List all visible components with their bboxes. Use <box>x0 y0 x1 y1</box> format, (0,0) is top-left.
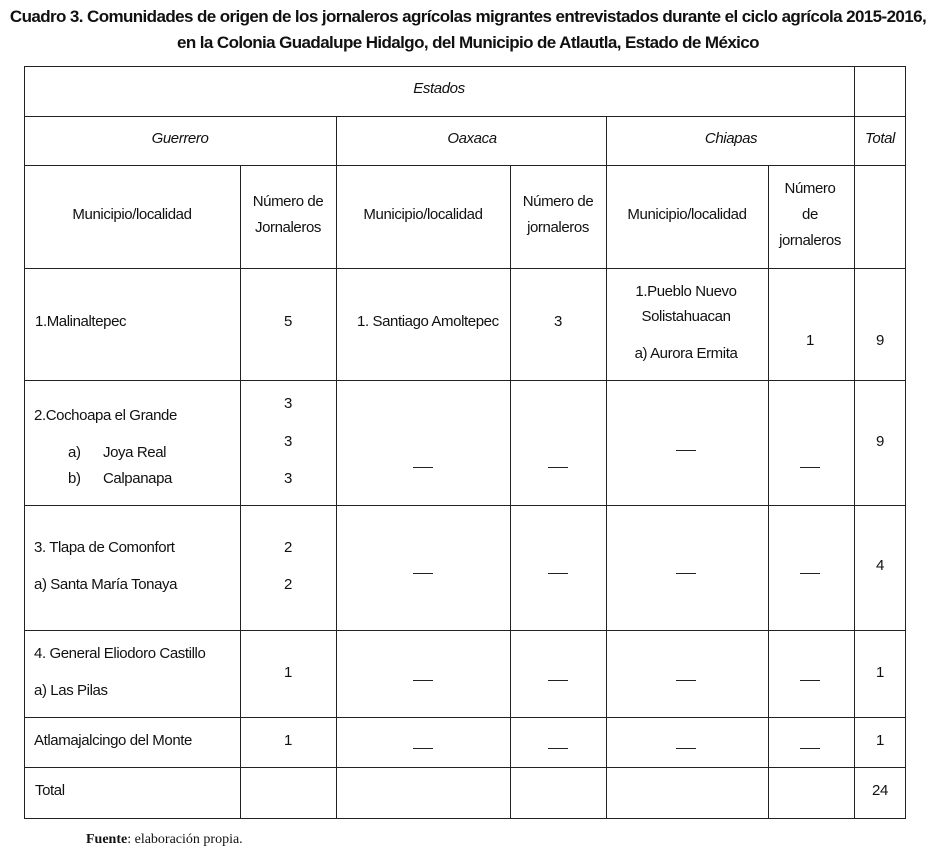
empty-dash <box>676 450 696 451</box>
grid-line <box>24 380 906 381</box>
row4-total: 1 <box>876 664 884 681</box>
row5-total: 1 <box>876 732 884 749</box>
grid-line <box>24 66 25 819</box>
row1-total: 9 <box>876 332 884 349</box>
grid-line <box>24 66 906 67</box>
title-line-1: Cuadro 3. Comunidades de origen de los jornaleros agrícolas migrantes entrevistados durante el ciclo agrícola 2015-2016, <box>9 7 927 26</box>
row4-sub-a: a) Las Pilas <box>34 682 108 699</box>
header-mun-loc-oaxaca: Municipio/localidad <box>363 206 483 223</box>
header-chiapas: Chiapas <box>704 130 758 147</box>
row1-guerrero-num: 5 <box>284 313 292 330</box>
row1-chiapas-num: 1 <box>806 332 814 349</box>
grid-line <box>854 66 855 819</box>
row5-guerrero-num: 1 <box>284 732 292 749</box>
row1-chiapas-mun-2: Solistahuacan <box>641 308 731 325</box>
grid-line <box>24 767 906 768</box>
row3-guerrero-num-2: 2 <box>284 576 292 593</box>
row4-guerrero-num: 1 <box>284 664 292 681</box>
row3-guerrero-mun: 3. Tlapa de Comonfort <box>34 539 175 556</box>
grid-line <box>768 165 769 819</box>
empty-dash <box>800 680 820 681</box>
row1-guerrero-mun: 1.Malinaltepec <box>35 313 127 330</box>
header-num-guerrero-2: Jornaleros <box>254 219 322 236</box>
header-num-oaxaca-1: Número de <box>522 193 594 210</box>
row2-sub-a: Joya Real <box>103 444 167 461</box>
row2-guerrero-mun: 2.Cochoapa el Grande <box>34 407 177 424</box>
header-mun-loc-guerrero: Municipio/localidad <box>72 206 192 223</box>
header-num-chiapas-2: de <box>802 206 818 223</box>
empty-dash <box>548 680 568 681</box>
empty-dash <box>676 748 696 749</box>
grid-line <box>606 116 607 819</box>
empty-dash <box>413 467 433 468</box>
empty-dash <box>800 573 820 574</box>
grid-line <box>24 717 906 718</box>
row2-total: 9 <box>876 433 884 450</box>
source-label: Fuente <box>86 832 128 847</box>
header-num-chiapas-3: jornaleros <box>779 232 841 249</box>
empty-dash <box>548 573 568 574</box>
grid-line <box>24 268 906 269</box>
grid-line <box>510 165 511 819</box>
row2-sub-b-label: b) <box>68 470 81 487</box>
header-oaxaca: Oaxaca <box>447 130 497 147</box>
row3-total: 4 <box>876 557 884 574</box>
row2-sub-b: Calpanapa <box>103 470 172 487</box>
header-num-guerrero-1: Número de <box>252 193 324 210</box>
header-num-chiapas-1: Número <box>784 180 836 197</box>
empty-dash <box>548 748 568 749</box>
total-row-label: Total <box>35 782 65 799</box>
empty-dash <box>676 680 696 681</box>
header-mun-loc-chiapas: Municipio/localidad <box>627 206 747 223</box>
row1-chiapas-mun-3: a) Aurora Ermita <box>634 345 738 362</box>
source-note <box>86 832 243 848</box>
row2-guerrero-num-2: 3 <box>284 433 292 450</box>
empty-dash <box>676 573 696 574</box>
grid-line <box>24 505 906 506</box>
row1-oaxaca-mun: 1. Santiago Amoltepec <box>357 313 499 330</box>
grid-line <box>24 818 906 819</box>
row4-guerrero-mun: 4. General Eliodoro Castillo <box>34 645 206 662</box>
header-total: Total <box>865 130 895 147</box>
grid-line <box>24 165 906 166</box>
row5-guerrero-mun: Atlamajalcingo del Monte <box>34 732 192 749</box>
grid-line <box>240 165 241 819</box>
row2-sub-a-label: a) <box>68 444 81 461</box>
row3-sub-a: a) Santa María Tonaya <box>34 576 178 593</box>
row2-guerrero-num-3: 3 <box>284 470 292 487</box>
row2-guerrero-num-1: 3 <box>284 395 292 412</box>
grid-line <box>336 116 337 819</box>
header-estados: Estados <box>413 80 465 97</box>
table-title <box>0 4 936 56</box>
header-num-oaxaca-2: jornaleros <box>527 219 589 236</box>
empty-dash <box>413 680 433 681</box>
empty-dash <box>413 748 433 749</box>
empty-dash <box>800 467 820 468</box>
empty-dash <box>548 467 568 468</box>
empty-dash <box>800 748 820 749</box>
total-row-value: 24 <box>872 782 888 799</box>
row1-oaxaca-num: 3 <box>554 313 562 330</box>
row1-chiapas-mun-1: 1.Pueblo Nuevo <box>635 283 737 300</box>
grid-line <box>24 116 906 117</box>
grid-line <box>905 66 906 819</box>
empty-dash <box>413 573 433 574</box>
title-line-2: en la Colonia Guadalupe Hidalgo, del Municipio de Atlautla, Estado de México <box>177 33 759 52</box>
row3-guerrero-num-1: 2 <box>284 539 292 556</box>
header-guerrero: Guerrero <box>151 130 209 147</box>
grid-line <box>24 630 906 631</box>
source-text: : elaboración propia. <box>127 832 243 847</box>
